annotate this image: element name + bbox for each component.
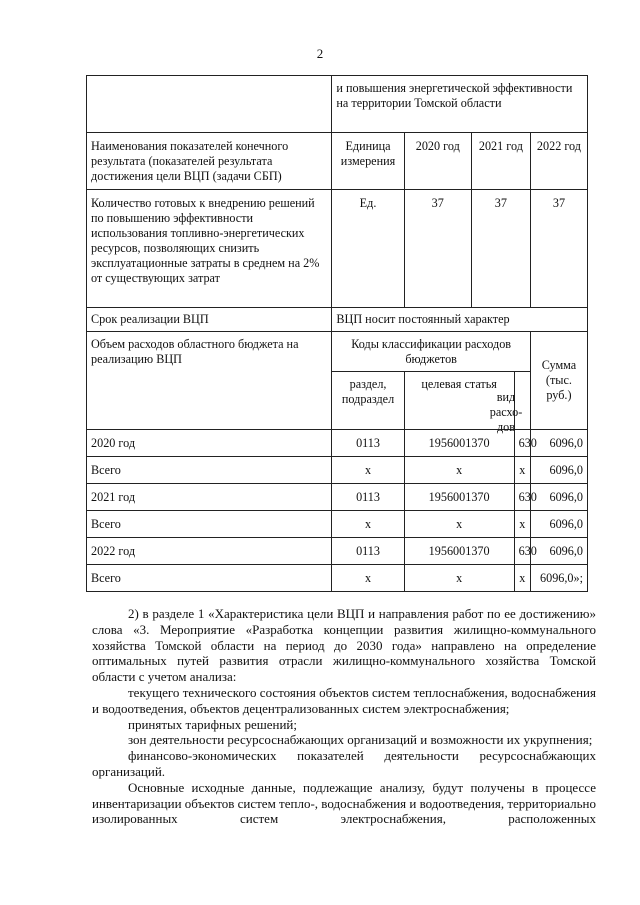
indicator-name: Количество готовых к внедрению решений по повышению эффективности использования топливно-энергетических ресурсов, позволяющих снизить эксплуатационные затраты в среднем на 2% от существующих затрат — [87, 190, 332, 308]
section-header: раздел, подраздел — [332, 372, 404, 430]
body-text — [92, 606, 596, 827]
paragraph: финансово-экономических показателей деятельности ресурсоснабжающих организаций. — [92, 748, 596, 779]
row-type: x — [514, 565, 530, 592]
row-sum: 6096,0 — [530, 484, 587, 511]
program-table — [86, 75, 588, 592]
row-type: x — [514, 511, 530, 538]
row-label: 2021 год — [87, 484, 332, 511]
year-2021-header: 2021 год — [471, 133, 530, 190]
row-target: 1956001370 — [404, 484, 514, 511]
year-2020-header: 2020 год — [404, 133, 471, 190]
row-label: Всего — [87, 511, 332, 538]
term-row — [87, 308, 588, 332]
top-right-text: и повышения энергетической эффективности на территории Томской области — [332, 76, 588, 133]
indicator-row — [87, 190, 588, 308]
row-target: 1956001370 — [404, 430, 514, 457]
row-section: x — [332, 511, 404, 538]
term-label: Срок реализации ВЦП — [87, 308, 332, 332]
paragraph: 2) в разделе 1 «Характеристика цели ВЦП и направления работ по ее достижению» слова «3. Мероприятие «Разработка концепции развития жилищно-коммунального хозяйства Томской области на период до 2030 года» направлено на определение оптимальных путей развития отрасли жилищно-коммунального хозяйства Томской области с учетом анализа: — [92, 606, 596, 685]
row-label: 2022 год — [87, 538, 332, 565]
indicator-2020: 37 — [404, 190, 471, 308]
sum-header: Сумма (тыс. руб.) — [530, 332, 587, 430]
indicator-2022: 37 — [530, 190, 587, 308]
row-type: x — [514, 457, 530, 484]
expenses-label: Объем расходов областного бюджета на реализацию ВЦП — [87, 332, 332, 430]
row-target: x — [404, 511, 514, 538]
paragraph: Основные исходные данные, подлежащие анализу, будут получены в процессе инвентаризации объектов систем тепло-, водоснабжения и водоотведения, территориально изолированных систем электроснабжения, расположенных — [92, 779, 596, 827]
expenses-header-row — [87, 332, 588, 372]
row-sum: 6096,0»; — [530, 565, 587, 592]
row-label: Всего — [87, 565, 332, 592]
unit-header: Единица измерения — [332, 133, 404, 190]
table-row — [87, 538, 588, 565]
paragraph: текущего технического состояния объектов систем теплоснабжения, водоснабжения и водоотведения, объектов децентрализованных систем электроснабжения; — [92, 684, 596, 716]
row-target: x — [404, 565, 514, 592]
indicator-2021: 37 — [471, 190, 530, 308]
page-number: 2 — [316, 46, 324, 61]
paragraph: принятых тарифных решений; — [128, 716, 297, 732]
row-section: 0113 — [332, 484, 404, 511]
row-sum: 6096,0 — [530, 457, 587, 484]
table-row — [87, 511, 588, 538]
indicator-unit: Ед. — [332, 190, 404, 308]
row-section: x — [332, 565, 404, 592]
paragraph: зон деятельности ресурсоснабжающих организаций и возможности их укрупнения; — [128, 732, 593, 748]
row-section: 0113 — [332, 538, 404, 565]
year-2022-header: 2022 год — [530, 133, 587, 190]
type-header: вид расхо-дов — [489, 390, 523, 434]
table-row — [87, 457, 588, 484]
row-target: 1956001370 — [404, 538, 514, 565]
target-header: целевая статья — [404, 372, 514, 430]
empty-cell — [87, 76, 332, 133]
table-row — [87, 484, 588, 511]
table-row — [87, 565, 588, 592]
row-sum: 6096,0 — [530, 511, 587, 538]
row-label: 2020 год — [87, 430, 332, 457]
row-section: 0113 — [332, 430, 404, 457]
row-target: x — [404, 457, 514, 484]
row-sum: 6096,0 — [530, 538, 587, 565]
codes-header: Коды классификации расходов бюджетов — [332, 332, 531, 372]
row-type: 630 — [514, 430, 530, 457]
row-sum: 6096,0 — [530, 430, 587, 457]
term-value: ВЦП носит постоянный характер — [332, 308, 588, 332]
row-label: Всего — [87, 457, 332, 484]
row-section: x — [332, 457, 404, 484]
indicator-name-header: Наименования показателей конечного результата (показателей результата достижения цели ВЦП (задачи СБП) — [87, 133, 332, 190]
indicator-header-row — [87, 133, 588, 190]
row-type: 630 — [514, 484, 530, 511]
row-type: 630 — [514, 538, 530, 565]
table-row — [87, 76, 588, 133]
